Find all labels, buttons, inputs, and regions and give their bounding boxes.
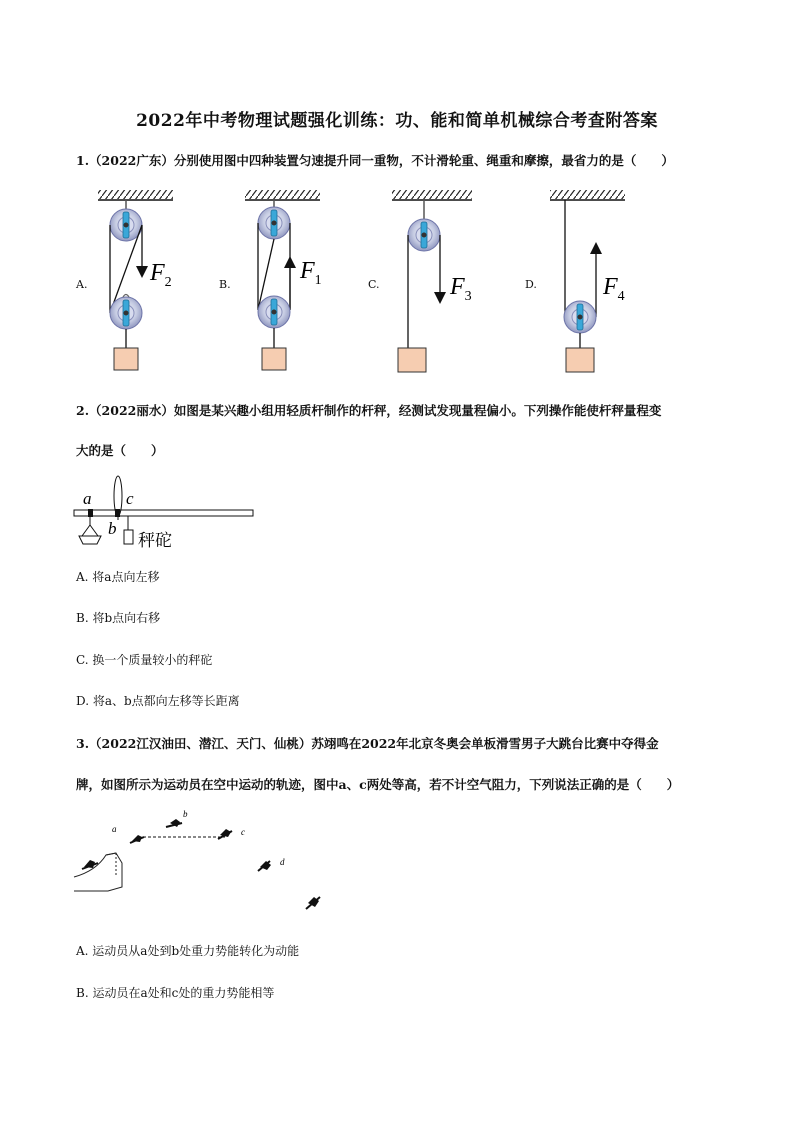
q1-option-b-label: B.: [219, 278, 231, 291]
traj-label-b: b: [183, 809, 188, 819]
traj-label-c: c: [241, 827, 245, 837]
label-c: c: [126, 489, 134, 508]
question-3-stem-line1: 3.（2022江汉油田、潜江、天门、仙桃）苏翊鸣在2022年北京冬奥会单板滑雪男子大跳台比赛中夺得金: [76, 736, 659, 751]
q3-option-b: B. 运动员在a处和c处的重力势能相等: [76, 986, 275, 1000]
steelyard-figure: [70, 462, 270, 552]
q2-option-c: C. 换一个质量较小的秤砣: [76, 653, 213, 667]
q3-option-a: A. 运动员从a处到b处重力势能转化为动能: [76, 944, 300, 958]
q1-option-d-label: D.: [525, 278, 537, 291]
q1-option-a-label: A.: [76, 278, 88, 291]
question-2-stem-line2: 大的是（ ）: [76, 443, 164, 458]
force-f2-label: $F_2$: [150, 260, 172, 290]
label-b: b: [108, 519, 117, 538]
q2-option-a: A. 将a点向左移: [76, 570, 160, 584]
question-1-stem: 1.（2022广东）分别使用图中四种装置匀速提升同一重物，不计滑轮重、绳重和摩擦，最省力的是（ ）: [76, 153, 674, 168]
snowboard-trajectory-figure: [70, 805, 350, 925]
q2-option-d: D. 将a、b点都向左移等长距离: [76, 694, 240, 708]
q1-option-c-label: C.: [368, 278, 380, 291]
label-a: a: [83, 489, 92, 508]
force-f1-label: $F_1$: [300, 258, 322, 288]
pulley-figures: [60, 180, 740, 380]
figure-b: [245, 190, 322, 370]
question-2-stem-line1: 2.（2022丽水）如图是某兴趣小组用轻质杆制作的杆秤，经测试发现量程偏小。下列操作能使杆秤量程变: [76, 403, 662, 418]
q2-option-b: B. 将b点向右移: [76, 611, 161, 625]
label-weight: 秤砣: [138, 531, 172, 550]
figure-d: [550, 190, 625, 372]
page-title: 2022年中考物理试题强化训练：功、能和简单机械综合考查附答案: [136, 111, 658, 131]
force-f4-label: $F_4$: [603, 274, 625, 304]
figure-c: [392, 190, 472, 372]
force-f3-label: $F_3$: [450, 274, 472, 304]
figure-a: [98, 190, 173, 370]
question-3-stem-line2: 牌，如图所示为运动员在空中运动的轨迹，图中a、c两处等高，若不计空气阻力，下列说法正确的是（ ）: [76, 777, 680, 792]
traj-label-a: a: [112, 824, 117, 834]
traj-label-d: d: [280, 857, 285, 867]
